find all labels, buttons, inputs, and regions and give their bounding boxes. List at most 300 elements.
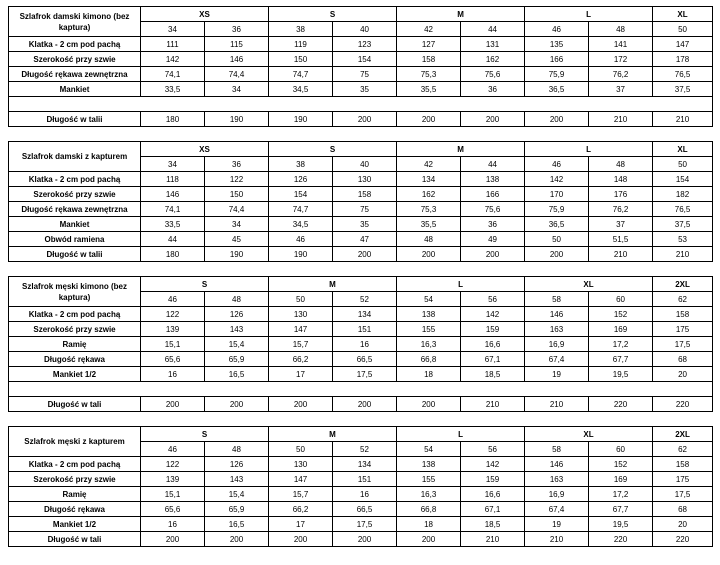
cell: 210	[653, 247, 713, 262]
size-label: XS	[141, 142, 269, 157]
cell: 138	[397, 457, 461, 472]
size-number: 54	[397, 442, 461, 457]
cell: 200	[333, 247, 397, 262]
table-row	[9, 352, 713, 367]
cell: 65,6	[141, 352, 205, 367]
size-number: 50	[653, 22, 713, 37]
cell: 76,5	[653, 67, 713, 82]
size-number: 44	[461, 157, 525, 172]
size-table-mens-hooded	[8, 426, 713, 547]
cell: 15,7	[269, 337, 333, 352]
cell: 37	[589, 217, 653, 232]
size-number: 60	[589, 292, 653, 307]
cell: 200	[525, 112, 589, 127]
size-label: L	[525, 142, 653, 157]
cell: 154	[333, 52, 397, 67]
cell: 123	[333, 37, 397, 52]
cell: 67,1	[461, 502, 525, 517]
cell: 155	[397, 322, 461, 337]
row-label: Mankiet 1/2	[9, 367, 141, 382]
cell: 180	[141, 247, 205, 262]
size-number: 54	[397, 292, 461, 307]
cell: 67,4	[525, 352, 589, 367]
cell: 151	[333, 472, 397, 487]
cell: 36,5	[525, 82, 589, 97]
cell: 75	[333, 67, 397, 82]
cell: 50	[525, 232, 589, 247]
cell: 182	[653, 187, 713, 202]
cell: 17	[269, 517, 333, 532]
table-row-title	[9, 277, 713, 292]
table-row	[9, 472, 713, 487]
cell: 134	[397, 172, 461, 187]
cell: 200	[461, 247, 525, 262]
row-label: Długość w tali	[9, 397, 141, 412]
table-row	[9, 202, 713, 217]
cell: 67,4	[525, 502, 589, 517]
size-number: 36	[205, 157, 269, 172]
cell: 16	[141, 367, 205, 382]
cell: 51,5	[589, 232, 653, 247]
cell: 18	[397, 367, 461, 382]
cell: 68	[653, 352, 713, 367]
cell: 15,4	[205, 337, 269, 352]
table-row	[9, 322, 713, 337]
cell: 53	[653, 232, 713, 247]
cell: 122	[141, 457, 205, 472]
cell: 200	[333, 112, 397, 127]
cell: 200	[205, 532, 269, 547]
table-row-title	[9, 7, 713, 22]
cell: 163	[525, 472, 589, 487]
cell: 15,1	[141, 487, 205, 502]
row-label: Szerokość przy szwie	[9, 187, 141, 202]
cell: 118	[141, 172, 205, 187]
size-number: 44	[461, 22, 525, 37]
cell: 166	[461, 187, 525, 202]
cell: 169	[589, 322, 653, 337]
size-number: 50	[269, 292, 333, 307]
cell: 154	[269, 187, 333, 202]
cell: 200	[333, 397, 397, 412]
cell: 200	[269, 397, 333, 412]
cell: 115	[205, 37, 269, 52]
table-row-spacer	[9, 382, 713, 397]
cell: 175	[653, 472, 713, 487]
cell: 210	[461, 532, 525, 547]
cell: 138	[397, 307, 461, 322]
cell: 131	[461, 37, 525, 52]
cell: 16,6	[461, 487, 525, 502]
cell: 35	[333, 217, 397, 232]
row-label: Długość rękawa	[9, 352, 141, 367]
cell: 200	[525, 247, 589, 262]
cell: 190	[205, 112, 269, 127]
table-row	[9, 502, 713, 517]
table-row	[9, 232, 713, 247]
size-label: M	[397, 7, 525, 22]
cell: 75,3	[397, 202, 461, 217]
row-label: Mankiet	[9, 82, 141, 97]
table-row-title	[9, 427, 713, 442]
cell: 17,2	[589, 337, 653, 352]
size-label: M	[269, 427, 397, 442]
cell: 169	[589, 472, 653, 487]
cell: 210	[653, 112, 713, 127]
cell: 127	[397, 37, 461, 52]
cell: 16	[141, 517, 205, 532]
cell: 142	[141, 52, 205, 67]
size-number: 48	[589, 157, 653, 172]
cell: 190	[205, 247, 269, 262]
size-label: M	[269, 277, 397, 292]
cell: 210	[525, 532, 589, 547]
size-number: 52	[333, 442, 397, 457]
cell: 36,5	[525, 217, 589, 232]
cell: 158	[653, 457, 713, 472]
cell: 35,5	[397, 82, 461, 97]
table-row	[9, 37, 713, 52]
cell: 17,5	[653, 337, 713, 352]
size-number: 46	[525, 22, 589, 37]
cell: 138	[461, 172, 525, 187]
cell: 66,5	[333, 352, 397, 367]
row-label: Szerokość przy szwie	[9, 472, 141, 487]
table-row-title	[9, 142, 713, 157]
table-title: Szlafrok męski kimono (bez kaptura)	[9, 277, 141, 307]
cell: 74,1	[141, 202, 205, 217]
table-row	[9, 487, 713, 502]
table-row	[9, 217, 713, 232]
row-label: Długość w tali	[9, 532, 141, 547]
cell: 15,7	[269, 487, 333, 502]
size-number: 38	[269, 22, 333, 37]
cell: 67,1	[461, 352, 525, 367]
size-number: 40	[333, 22, 397, 37]
cell: 17,2	[589, 487, 653, 502]
cell: 75,3	[397, 67, 461, 82]
cell: 36	[461, 82, 525, 97]
cell: 146	[525, 457, 589, 472]
size-number: 46	[141, 442, 205, 457]
cell: 220	[589, 397, 653, 412]
cell: 65,6	[141, 502, 205, 517]
cell: 15,1	[141, 337, 205, 352]
cell: 17,5	[653, 487, 713, 502]
cell: 200	[205, 397, 269, 412]
cell: 178	[653, 52, 713, 67]
size-label: S	[269, 142, 397, 157]
table-title: Szlafrok męski z kapturem	[9, 427, 141, 457]
cell: 148	[589, 172, 653, 187]
row-label: Klatka - 2 cm pod pachą	[9, 457, 141, 472]
table-row	[9, 52, 713, 67]
size-number: 56	[461, 442, 525, 457]
cell: 66,8	[397, 502, 461, 517]
size-number: 60	[589, 442, 653, 457]
cell: 166	[525, 52, 589, 67]
cell: 142	[525, 172, 589, 187]
cell: 220	[653, 532, 713, 547]
cell: 49	[461, 232, 525, 247]
cell: 16,9	[525, 487, 589, 502]
cell: 170	[525, 187, 589, 202]
size-label: S	[141, 277, 269, 292]
cell: 146	[205, 52, 269, 67]
cell: 16,3	[397, 487, 461, 502]
cell: 19	[525, 367, 589, 382]
cell: 75	[333, 202, 397, 217]
cell: 158	[333, 187, 397, 202]
size-number: 48	[589, 22, 653, 37]
cell: 66,2	[269, 502, 333, 517]
spacer	[9, 97, 713, 112]
cell: 175	[653, 322, 713, 337]
size-label: XL	[525, 427, 653, 442]
cell: 200	[397, 247, 461, 262]
size-number: 46	[525, 157, 589, 172]
cell: 210	[589, 112, 653, 127]
cell: 200	[141, 532, 205, 547]
cell: 155	[397, 472, 461, 487]
size-number: 52	[333, 292, 397, 307]
size-number: 48	[205, 292, 269, 307]
row-label: Ramię	[9, 337, 141, 352]
cell: 159	[461, 322, 525, 337]
row-label: Klatka - 2 cm pod pachą	[9, 307, 141, 322]
cell: 141	[589, 37, 653, 52]
cell: 33,5	[141, 217, 205, 232]
cell: 220	[589, 532, 653, 547]
size-label: XL	[653, 142, 713, 157]
size-number: 50	[653, 157, 713, 172]
table-row	[9, 532, 713, 547]
cell: 68	[653, 502, 713, 517]
cell: 111	[141, 37, 205, 52]
row-label: Mankiet	[9, 217, 141, 232]
table-title: Szlafrok damski kimono (bez kaptura)	[9, 7, 141, 37]
cell: 119	[269, 37, 333, 52]
cell: 130	[269, 457, 333, 472]
cell: 200	[333, 532, 397, 547]
cell: 74,7	[269, 67, 333, 82]
row-label: Szerokość przy szwie	[9, 52, 141, 67]
cell: 18,5	[461, 367, 525, 382]
cell: 16,5	[205, 367, 269, 382]
cell: 130	[269, 307, 333, 322]
table-row	[9, 337, 713, 352]
cell: 130	[333, 172, 397, 187]
cell: 76,2	[589, 67, 653, 82]
cell: 16	[333, 487, 397, 502]
size-label: M	[397, 142, 525, 157]
table-row	[9, 247, 713, 262]
cell: 210	[461, 397, 525, 412]
cell: 35	[333, 82, 397, 97]
table-row	[9, 67, 713, 82]
row-label: Klatka - 2 cm pod pachą	[9, 37, 141, 52]
cell: 152	[589, 457, 653, 472]
table-row	[9, 397, 713, 412]
cell: 172	[589, 52, 653, 67]
row-label: Długość rękawa zewnętrzna	[9, 67, 141, 82]
size-number: 38	[269, 157, 333, 172]
table-title: Szlafrok damski z kapturem	[9, 142, 141, 172]
cell: 33,5	[141, 82, 205, 97]
size-number: 62	[653, 292, 713, 307]
cell: 126	[269, 172, 333, 187]
cell: 66,2	[269, 352, 333, 367]
cell: 162	[397, 187, 461, 202]
cell: 154	[653, 172, 713, 187]
table-row	[9, 172, 713, 187]
cell: 122	[141, 307, 205, 322]
cell: 134	[333, 307, 397, 322]
size-number: 58	[525, 292, 589, 307]
cell: 16,3	[397, 337, 461, 352]
cell: 142	[461, 307, 525, 322]
cell: 126	[205, 307, 269, 322]
cell: 76,2	[589, 202, 653, 217]
size-label: L	[397, 277, 525, 292]
row-label: Klatka - 2 cm pod pachą	[9, 172, 141, 187]
cell: 139	[141, 472, 205, 487]
cell: 163	[525, 322, 589, 337]
size-label: XL	[653, 7, 713, 22]
cell: 146	[525, 307, 589, 322]
table-row	[9, 187, 713, 202]
size-label: L	[525, 7, 653, 22]
cell: 34,5	[269, 82, 333, 97]
size-label: 2XL	[653, 277, 713, 292]
cell: 19,5	[589, 367, 653, 382]
cell: 44	[141, 232, 205, 247]
cell: 134	[333, 457, 397, 472]
cell: 37,5	[653, 82, 713, 97]
cell: 18	[397, 517, 461, 532]
cell: 147	[269, 322, 333, 337]
cell: 210	[589, 247, 653, 262]
size-number: 42	[397, 22, 461, 37]
size-number: 58	[525, 442, 589, 457]
cell: 143	[205, 472, 269, 487]
cell: 200	[141, 397, 205, 412]
cell: 16,9	[525, 337, 589, 352]
cell: 135	[525, 37, 589, 52]
table-row	[9, 367, 713, 382]
cell: 18,5	[461, 517, 525, 532]
size-label: 2XL	[653, 427, 713, 442]
cell: 20	[653, 367, 713, 382]
cell: 76,5	[653, 202, 713, 217]
cell: 220	[653, 397, 713, 412]
cell: 200	[397, 397, 461, 412]
cell: 126	[205, 457, 269, 472]
cell: 122	[205, 172, 269, 187]
cell: 200	[397, 532, 461, 547]
cell: 16	[333, 337, 397, 352]
cell: 210	[525, 397, 589, 412]
cell: 48	[397, 232, 461, 247]
size-table-womens-kimono-no-hood	[8, 6, 713, 127]
size-number: 36	[205, 22, 269, 37]
cell: 17,5	[333, 517, 397, 532]
size-number: 34	[141, 157, 205, 172]
cell: 200	[397, 112, 461, 127]
size-label: S	[141, 427, 269, 442]
table-row	[9, 112, 713, 127]
table-row	[9, 517, 713, 532]
size-label: S	[269, 7, 397, 22]
cell: 37	[589, 82, 653, 97]
cell: 151	[333, 322, 397, 337]
cell: 142	[461, 457, 525, 472]
table-row	[9, 457, 713, 472]
cell: 158	[653, 307, 713, 322]
cell: 176	[589, 187, 653, 202]
cell: 67,7	[589, 502, 653, 517]
cell: 34	[205, 82, 269, 97]
cell: 200	[461, 112, 525, 127]
row-label: Długość w talii	[9, 247, 141, 262]
cell: 66,5	[333, 502, 397, 517]
cell: 152	[589, 307, 653, 322]
cell: 147	[269, 472, 333, 487]
row-label: Obwód ramiena	[9, 232, 141, 247]
cell: 190	[269, 112, 333, 127]
cell: 143	[205, 322, 269, 337]
cell: 139	[141, 322, 205, 337]
size-number: 62	[653, 442, 713, 457]
cell: 45	[205, 232, 269, 247]
table-row	[9, 307, 713, 322]
cell: 46	[269, 232, 333, 247]
row-label: Szerokość przy szwie	[9, 322, 141, 337]
cell: 65,9	[205, 352, 269, 367]
size-table-mens-kimono-no-hood	[8, 276, 713, 412]
row-label: Długość rękawa	[9, 502, 141, 517]
cell: 17,5	[333, 367, 397, 382]
cell: 190	[269, 247, 333, 262]
cell: 162	[461, 52, 525, 67]
size-label: L	[397, 427, 525, 442]
cell: 147	[653, 37, 713, 52]
cell: 47	[333, 232, 397, 247]
cell: 159	[461, 472, 525, 487]
size-number: 50	[269, 442, 333, 457]
spacer	[9, 382, 713, 397]
cell: 66,8	[397, 352, 461, 367]
cell: 20	[653, 517, 713, 532]
size-number: 40	[333, 157, 397, 172]
cell: 36	[461, 217, 525, 232]
table-row-spacer	[9, 97, 713, 112]
size-label: XL	[525, 277, 653, 292]
cell: 75,9	[525, 67, 589, 82]
size-number: 34	[141, 22, 205, 37]
cell: 16,6	[461, 337, 525, 352]
size-number: 56	[461, 292, 525, 307]
cell: 35,5	[397, 217, 461, 232]
cell: 17	[269, 367, 333, 382]
cell: 34,5	[269, 217, 333, 232]
cell: 146	[141, 187, 205, 202]
row-label: Długość w talii	[9, 112, 141, 127]
cell: 74,7	[269, 202, 333, 217]
cell: 67,7	[589, 352, 653, 367]
cell: 19,5	[589, 517, 653, 532]
cell: 150	[205, 187, 269, 202]
